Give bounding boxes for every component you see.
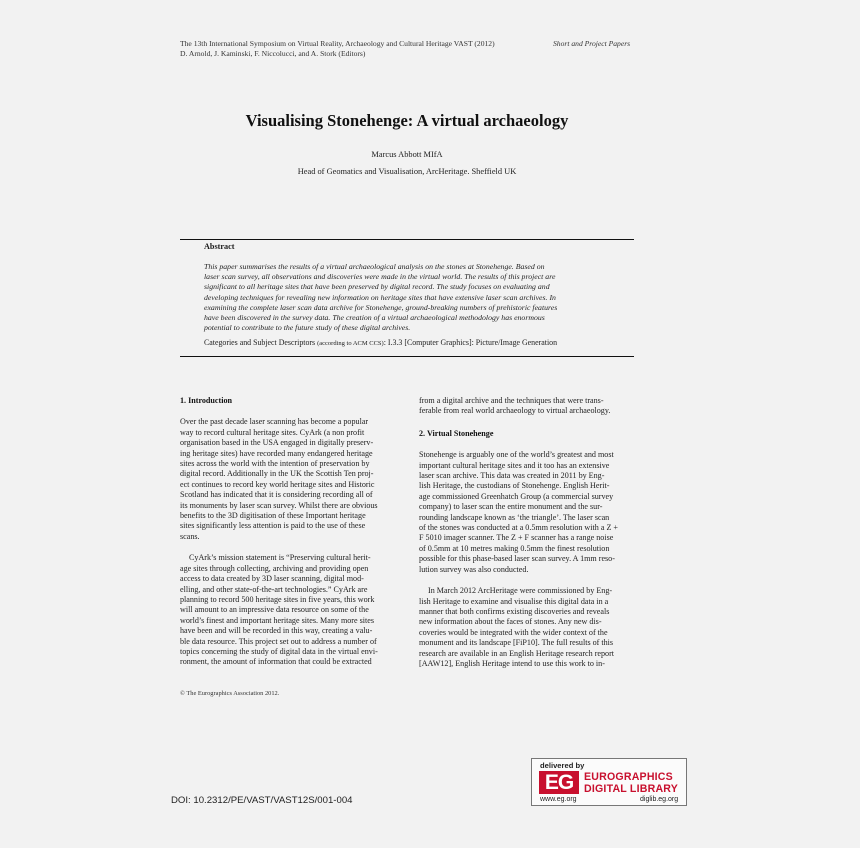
section-heading-introduction: 1. Introduction <box>180 396 233 405</box>
text-line: company) to laser scan the entire monument and the sur- <box>419 502 603 512</box>
author-name: Marcus Abbott MIfA <box>371 150 443 159</box>
abstract-top-rule <box>180 239 634 240</box>
copyright-notice <box>180 690 279 697</box>
text-line: In March 2012 ArcHeritage were commissioned by Eng- <box>428 586 613 596</box>
text-line: planning to record 500 heritage sites in five years, this work <box>180 594 375 604</box>
continued-paragraph <box>419 396 634 417</box>
text-line: lish Heritage, the custodians of Stonehenge. English Herit- <box>419 481 610 491</box>
author-affiliation: Head of Geomatics and Visualisation, ArcHeritage. Sheffield UK <box>297 167 517 176</box>
paper-title: Visualising Stonehenge: A virtual archaeology <box>245 111 569 130</box>
right-column <box>419 396 634 669</box>
text-line: ing heritage sites) have recorded many endangered heritage <box>180 448 373 458</box>
categories-descriptors <box>204 338 557 347</box>
text-line: digital record. Additionally in the UK the Scottish Ten proj- <box>180 469 374 479</box>
doi-link[interactable]: DOI: 10.2312/PE/VAST/VAST12S/001-004 <box>171 795 353 806</box>
text-line: elling, and other state-of-the-art technologies.” CyArk are <box>180 584 368 594</box>
section-heading-virtual-stonehenge: 2. Virtual Stonehenge <box>419 428 494 438</box>
text-line: sites across the world with the intention of preservation by <box>180 459 370 469</box>
eurographics-logo-icon: EG <box>539 771 579 794</box>
text-line: sites significantly less attention is paid to the use of these <box>180 521 366 531</box>
abstract-heading: Abstract <box>204 242 235 251</box>
text-line: scans. <box>180 531 200 541</box>
eurographics-digital-library-badge[interactable] <box>531 758 687 806</box>
editors-line: D. Arnold, J. Kaminski, F. Niccolucci, and A. Stork (Editors) <box>180 49 366 58</box>
running-header <box>180 39 560 59</box>
text-line: world’s finest and important heritage sites. Many more sites <box>180 615 374 625</box>
delivered-by-label: delivered by <box>540 761 585 770</box>
abstract-line: laser scan survey, all observations and discoveries were made in the virtual world. The results of this project are <box>204 272 556 282</box>
text-line: research are available in an English Heritage research report <box>419 648 615 658</box>
text-line: benefits to the 3D digitisation of these Important heritage <box>180 511 366 521</box>
text-line: Over the past decade laser scanning has become a popular <box>180 417 369 427</box>
text-line: lish Heritage to examine and visualise this digital data in a <box>419 596 609 606</box>
abstract-line: developing techniques for revealing new information on heritage sites that have extensive laser scan archives. In <box>204 292 556 302</box>
stonehenge-paragraph-1 <box>419 450 634 575</box>
text-line: F 5010 imager scanner. The Z + F scanner has a range noise <box>419 533 614 543</box>
text-line: have been and will be recorded in this way, creating a valu- <box>180 626 373 636</box>
text-line: laser scan archive. This data was created in 2011 by Eng- <box>419 471 605 481</box>
left-column <box>180 396 396 668</box>
text-line: will amount to an impressive data resource on some of the <box>180 605 369 615</box>
text-line: ronment, the amount of information that could be extracted <box>180 657 372 667</box>
text-line: Scotland has indicated that it is considering recording all of <box>180 490 373 500</box>
text-line: from a digital archive and the techniques that were trans- <box>419 396 604 405</box>
intro-paragraph-1 <box>180 417 396 542</box>
text-line: age commissioned Greenhatch Group (a commercial survey <box>419 491 614 501</box>
text-line: its monuments by laser scan survey. Whilst there are obvious <box>180 500 378 510</box>
text-line: lution survey was also conducted. <box>419 564 529 574</box>
categories-label: Categories and Subject Descriptors <box>204 338 316 347</box>
abstract-line: significant to all heritage sites that have been preserved by digital record. The study focuses on evaluating and <box>204 282 550 292</box>
text-line: [AAW12], English Heritage intend to use this work to in- <box>419 658 605 668</box>
conference-line: The 13th International Symposium on Virtual Reality, Archaeology and Cultural Heritage VAST (2012) <box>180 39 495 48</box>
categories-note: (according to ACM CCS) <box>317 340 384 347</box>
text-line: organisation based in the USA engaged in digitally preserv- <box>180 438 374 448</box>
text-line: important cultural heritage sites and it too has an extensive <box>419 460 610 470</box>
digital-library-name: DIGITAL LIBRARY <box>584 783 679 795</box>
text-line: of the stones was conducted at a 0.5mm resolution with a Z + <box>419 523 618 533</box>
text-line: topics concerning the study of digital data in the virtual envi- <box>180 646 378 656</box>
text-line: access to data created by 3D laser scanning, digital mod- <box>180 574 364 584</box>
abstract-line: have been discovered in the survey data. The creation of a virtual archaeological methodology has enormous <box>204 313 545 323</box>
abstract-line: potential to contribute to the future study of these digital archives. <box>204 323 411 333</box>
section-label: Short and Project Papers <box>553 39 631 48</box>
abstract-line: examining the complete laser scan data archive for Stonehenge, ground-breaking numbers of prehistoric features <box>204 302 558 312</box>
text-line: ble data resource. This project set out to address a number of <box>180 636 377 646</box>
text-line: CyArk’s mission statement is “Preserving cultural herit- <box>189 553 371 563</box>
abstract-body <box>204 262 612 333</box>
eg-org-link[interactable]: www.eg.org <box>540 796 577 803</box>
stonehenge-paragraph-2 <box>419 586 634 669</box>
text-line: way to record cultural heritage sites. CyArk (a non profit <box>180 427 365 437</box>
abstract-line: This paper summarises the results of a virtual archaeological analysis on the stones at Stonehenge. Based on <box>204 262 545 271</box>
text-line: of 0.5mm at 10 metres making 0.5mm the finest resolution <box>419 543 610 553</box>
text-line: ect continues to record key world heritage sites and Historic <box>180 479 375 489</box>
abstract-bottom-rule <box>180 356 634 357</box>
text-line: rounding landscape known as ‘the triangle’. The laser scan <box>419 512 610 522</box>
copyright-icon: © <box>180 690 185 697</box>
eurographics-name: EUROGRAPHICS <box>584 771 673 783</box>
text-line: coveries would be integrated with the wider context of the <box>419 627 608 637</box>
categories-value: : I.3.3 [Computer Graphics]: Picture/Image Generation <box>383 338 558 347</box>
text-line: age sites through collecting, archiving and providing open <box>180 563 369 573</box>
text-line: ferable from real world archaeology to virtual archaeology. <box>419 406 611 416</box>
text-line: Stonehenge is arguably one of the world’s greatest and most <box>419 450 614 460</box>
intro-paragraph-2 <box>180 553 396 667</box>
text-line: possible for this phase-based laser scan survey. A 1mm reso- <box>419 554 615 564</box>
text-line: manner that both confirms existing discoveries and reveals <box>419 606 610 616</box>
diglib-link[interactable]: diglib.eg.org <box>640 796 679 803</box>
text-line: new information about the faces of stones. Any new dis- <box>419 617 602 627</box>
copyright-text: The Eurographics Association 2012. <box>186 690 280 697</box>
text-line: monument and its landscape [FiP10]. The full results of this <box>419 638 614 648</box>
